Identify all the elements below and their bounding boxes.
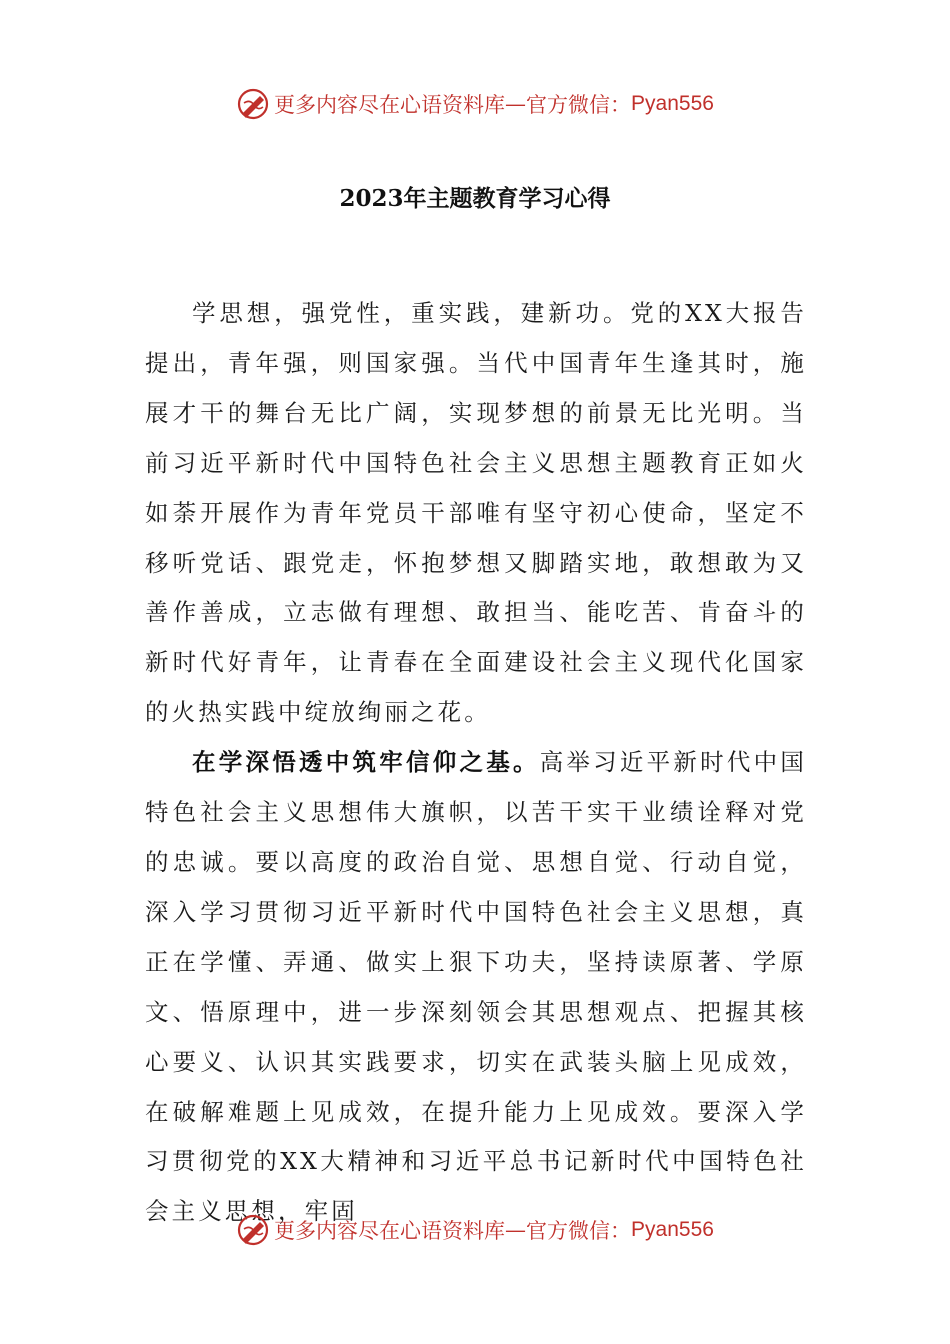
document-body bbox=[145, 289, 807, 1237]
paragraph-2 bbox=[145, 738, 807, 1237]
watermark-wechat-id: Pyan556 bbox=[631, 1218, 714, 1241]
watermark-text: 更多内容尽在心语资料库 bbox=[274, 1219, 506, 1243]
watermark-dash: — bbox=[505, 1218, 527, 1242]
watermark-text: 更多内容尽在心语资料库 bbox=[274, 93, 506, 117]
paragraph-text: 高举习近平新时代中国特色社会主义思想伟大旗帜，以苦干实干业绩诠释对党的忠诚。要以高度的政治自觉、思想自觉、行动自觉，深入学习贯彻习近平新时代中国特色社会主义思想，真正在学懂、弄通、做实上狠下功夫，坚持读原著、学原文、悟原理中，进一步深刻领会其思想观点、把握其核心要义、认识其实践要求，切实在武装头脑上见成效，在破解难题上见成效，在提升能力上见成效。要深入学习贯彻党的XX大精神和习近平总书记新时代中国特色社会主义思想，牢固 bbox=[145, 748, 807, 1226]
header-watermark-banner bbox=[0, 84, 950, 124]
watermark-wechat-id: Pyan556 bbox=[631, 92, 714, 115]
paragraph-text: 学思想，强党性，重实践，建新功。党的XX大报告提出，青年强，则国家强。当代中国青年生逢其时，施展才干的舞台无比广阔，实现梦想的前景无比光明。当前习近平新时代中国特色社会主义思想主题教育正如火如荼开展作为青年党员干部唯有坚守初心使命，坚定不移听党话、跟党走，怀抱梦想又脚踏实地，敢想敢为又善作善成，立志做有理想、敢担当、能吃苦、肯奋斗的新时代好青年，让青春在全面建设社会主义现代化国家的火热实践中绽放绚丽之花。 bbox=[145, 299, 807, 727]
pen-logo-icon bbox=[236, 87, 270, 121]
watermark-dash: — bbox=[505, 92, 527, 116]
watermark-wechat-label: 官方微信： bbox=[526, 93, 632, 117]
page-title: 2023年主题教育学习心得 bbox=[339, 185, 611, 212]
paragraph-1 bbox=[145, 289, 807, 738]
pen-logo-icon bbox=[236, 1213, 270, 1247]
paragraph-lead: 在学深悟透中筑牢信仰之基。 bbox=[192, 748, 540, 777]
footer-watermark-banner bbox=[0, 1210, 950, 1250]
watermark-wechat-label: 官方微信： bbox=[526, 1219, 632, 1243]
